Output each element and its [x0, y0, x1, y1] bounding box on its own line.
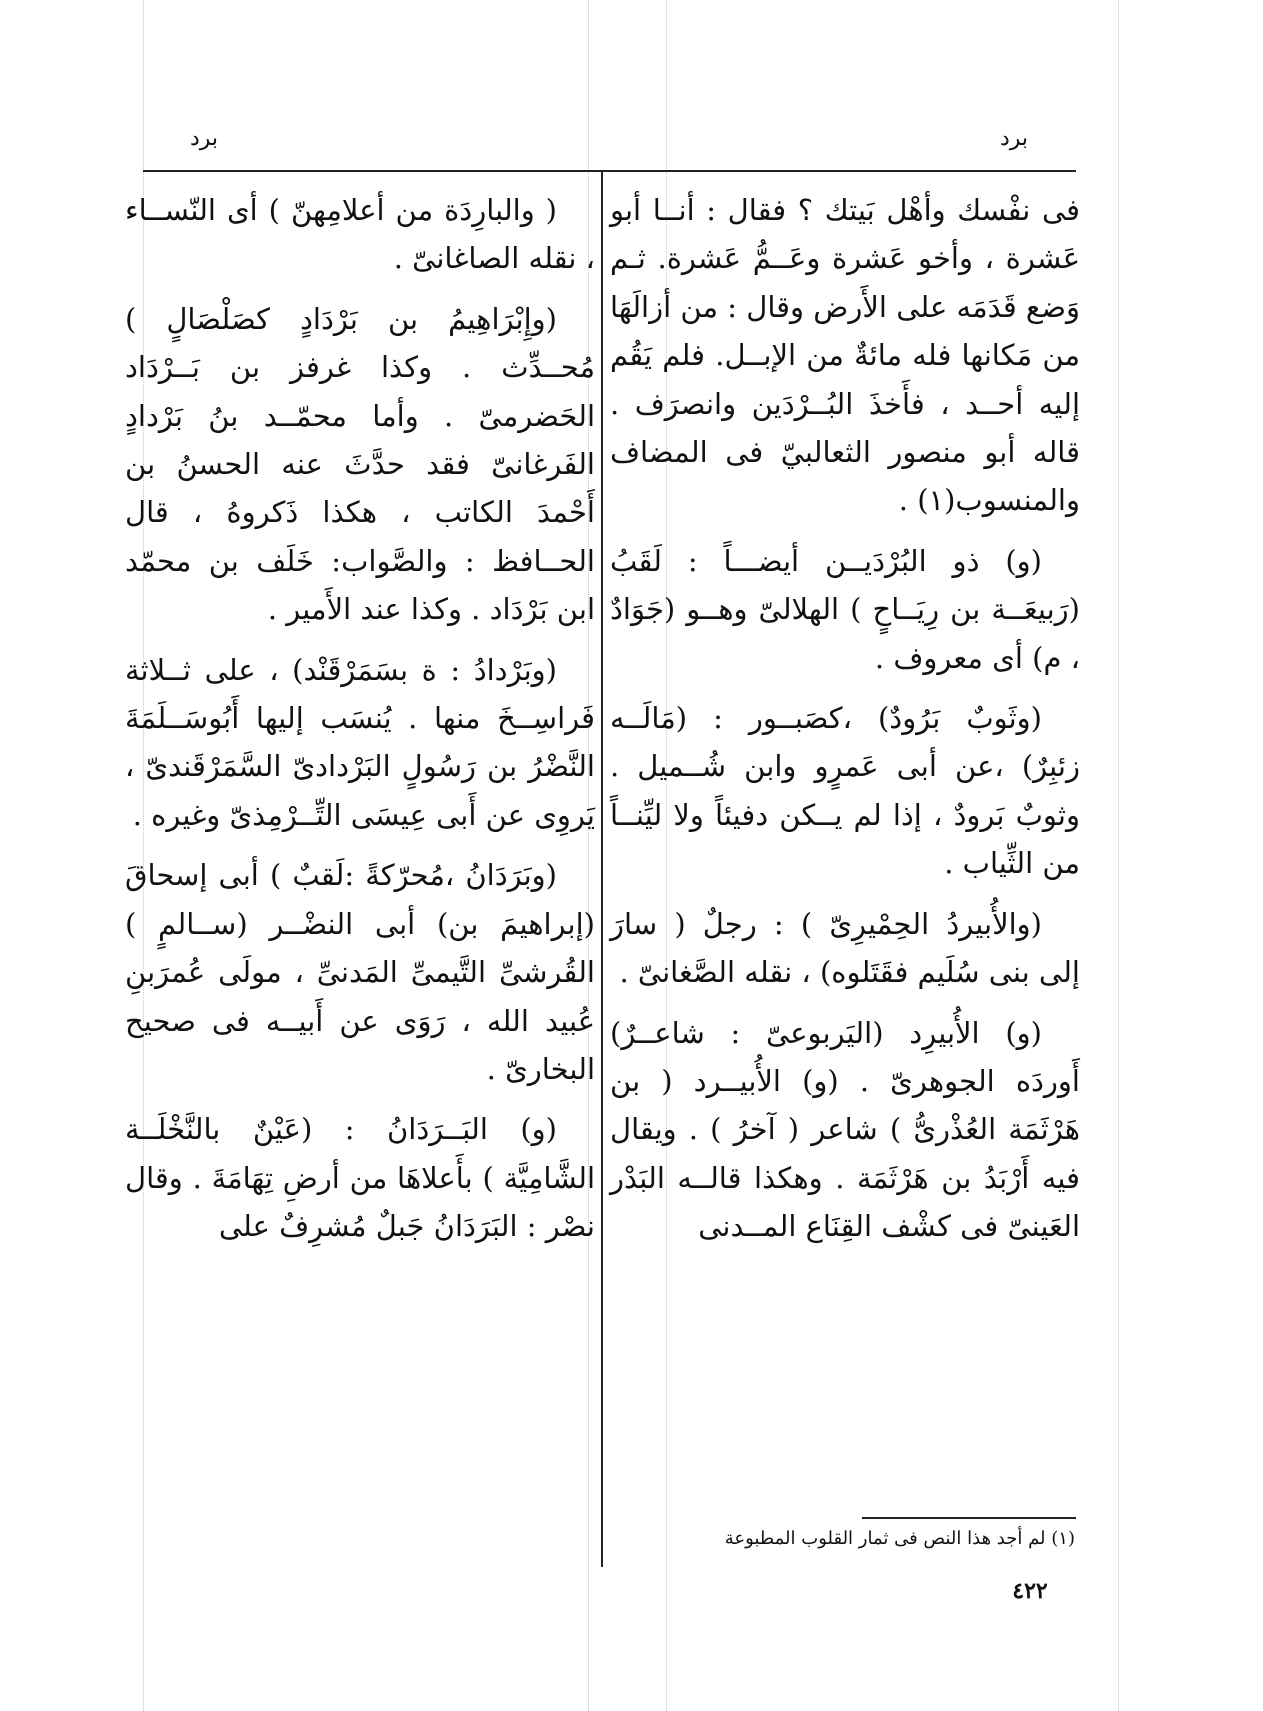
right-paragraph: (وثَوبٌ بَرُودٌ) ،كصَبــور : (مَالَــه زئبِرٌ) ،عن أبى عَمرٍو وابن شُــميل . وثوبٌ بَرودٌ ، إذا لم يــكن دفيئاً ولا ليِّنــاً من الثِّياب . [610, 701, 1080, 881]
right-paragraph: فى نفْسك وأهْل بَيتك ؟ فقال : أنــا أبو عَشرة ، وأخو عَشرة وعَــمُّ عَشرة. ثـم وَضع قَدَمَه على الأَرض وقال : من أزالَهَا من مَكانها فله مائةٌ من الإبــل. فلم يَقُم إليه أحــد ، فأَخذَ البُــرْدَين وانصرَف . قاله أبو منصور الثعالبيّ فى المضاف والمنسوب(١) . [610, 193, 1080, 518]
running-head-left: برد [190, 126, 219, 151]
left-column [125, 186, 595, 1263]
left-paragraph: (وإِبْرَاهِيمُ بن بَرْدَادٍ كصَلْصَالٍ ) مُحــدِّث . وكذا غرفز بن بَــرْدَاد الحَضرمىّ . وأما محمّــد بنُ بَرْدادٍ الفَرغانىّ فقد حدَّثَ عنه الحسنُ بن أَحْمدَ الكاتب ، هكذا ذَكروهُ ، قال الحــافظ : والصَّواب: خَلَف بن محمّد ابن بَرْدَاد . وكذا عند الأَمير . [125, 301, 595, 627]
right-paragraph: (و) ذو البُرْدَيــن أيضـــاً : لَقَبُ (رَبيعَــة بن رِيَــاحٍ ) الهلالىّ وهــو (جَوَادٌ ، م) أى معروف . [610, 543, 1080, 675]
right-paragraph: (والأُبيردُ الحِمْيرِىّ ) : رجلٌ ( سارَ إلى بنى سُلَيم فقَتَلوه) ، نقله الصَّغانىّ . [610, 906, 1080, 990]
right-column [610, 186, 1080, 1263]
left-paragraph: ( والبارِدَة من أعلامِهنّ ) أى النّســاء ، نقله الصاغانىّ . [125, 193, 595, 276]
running-head-right: برد [1000, 126, 1029, 151]
page-number: ٤٢٢ [1012, 1578, 1048, 1604]
left-paragraph: (و) البَــرَدَانُ : (عَيْنٌ بالنَّخْلَــة الشَّامِيَّة ) بأَعلاهَا من أرضِ تِهَامَةَ . وقال نصْر : البَرَدَانُ جَبلٌ مُشرِفٌ على [125, 1112, 595, 1244]
column-divider [601, 172, 603, 1567]
footnote-rule [862, 1517, 1076, 1519]
right-paragraph: (و) الأُبيرِد (اليَربوعىّ : شاعــرٌ) أَوردَه الجوهرىّ . (و) الأُبيــرد ( بن هَرْثَمَة العُذْرىُّ ) شاعر ( آخرُ ) . ويقال فيه أَرْبَدُ بن هَرْثَمَة . وهكذا قالــه البَدْر العَينىّ فى كشْف القِنَاع المــدنى [610, 1015, 1080, 1244]
left-paragraph: (وبَرْدادُ : ة بسَمَرْقَنْد) ، على ثــلاثة فَراسِــخَ منها . يُنسَب إليها أَبُوسَــلَمَةَ النَّضْرُ بن رَسُولٍ البَرْدادىّ السَّمَرْقَندىّ ، يَروِى عن أَبى عِيسَى التِّــرْمِذىّ وغيره . [125, 652, 595, 832]
header-rule [143, 170, 1076, 172]
left-paragraph: (وبَرَدَانُ ،مُحرّكةً :لَقبٌ ) أبى إسحاقَ (إبراهيمَ بن) أبى النضْــر (ســالمٍ ) القُرشىِّ التَّيمىِّ المَدنىِّ ، مولَى عُمرَبنِ عُبيد الله ، رَوَى عن أَبيــه فى صحيح البخارىّ . [125, 858, 595, 1086]
footnote: (١) لم أجد هذا النص فى ثمار القلوب المطبوعة [724, 1528, 1075, 1549]
scan-artifact-line [1118, 0, 1119, 1711]
